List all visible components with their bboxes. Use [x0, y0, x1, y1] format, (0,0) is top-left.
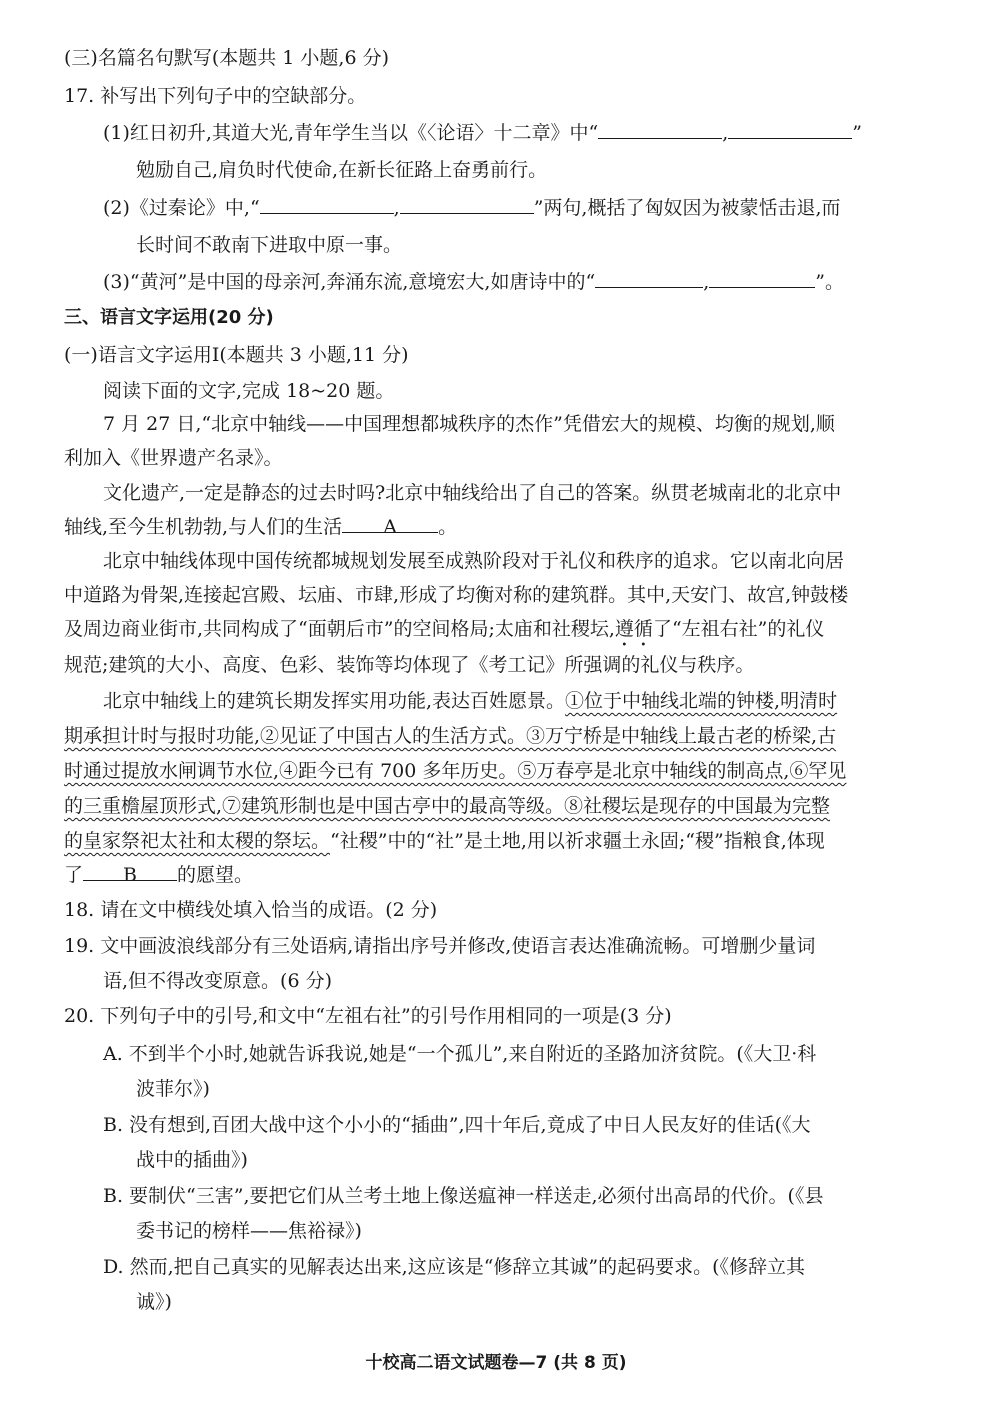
- blank-b[interactable]: B: [83, 860, 177, 881]
- q17-2-blank-1[interactable]: [260, 193, 394, 214]
- passage-p4-line3: 时通过提放水闸调节水位,④距今已有 700 多年历史。⑤万春亭是北京中轴线的制高点,⑥罕见: [64, 760, 847, 782]
- question-19-line2: 语,但不得改变原意。(6 分): [103, 970, 332, 992]
- q17-1-text: (1)红日初升,其道大光,青年学生当以《〈论语〉十二章》中“: [103, 122, 599, 144]
- option-a-cont: 波菲尔》): [136, 1078, 210, 1100]
- passage-p4-line5: 的皇家祭祀太社和太稷的祭坛。“社稷”中的“社”是土地,用以祈求疆土永固;“稷”指粮食,体现: [64, 830, 825, 852]
- passage-p4-line2: 期承担计时与报时功能,②见证了中国古人的生活方式。③万宁桥是中轴线上最古老的桥梁,古: [64, 725, 837, 747]
- passage-p1-line1: 7 月 27 日,“北京中轴线——中国理想都城秩序的杰作”凭借宏大的规模、均衡的规划,顺: [103, 413, 835, 435]
- q17-1-blank-1[interactable]: [598, 118, 722, 139]
- question-17-part-3: (3)“黄河”是中国的母亲河,奔涌东流,意境宏大,如唐诗中的“ , ”。: [103, 267, 844, 297]
- question-20: 20. 下列句子中的引号,和文中“左祖右社”的引号作用相同的一项是(3 分): [64, 1005, 672, 1027]
- option-d[interactable]: D. 然而,把自己真实的见解表达出来,这应该是“修辞立其诚”的起码要求。(《修辞立其: [103, 1256, 806, 1278]
- question-19-line1: 19. 文中画波浪线部分有三处语病,请指出序号并修改,使语言表达准确流畅。可增删少量词: [64, 935, 816, 957]
- section-title-memorization: (三)名篇名句默写(本题共 1 小题,6 分): [64, 47, 389, 69]
- part-3-title: 三、语言文字运用(20 分): [64, 307, 274, 328]
- option-c[interactable]: B. 要制伏“三害”,要把它们从兰考土地上像送瘟神一样送走,必须付出高昂的代价。(《县: [103, 1185, 824, 1207]
- option-c-cont: 委书记的榜样——焦裕禄》): [136, 1220, 362, 1242]
- passage-p4-line1: 北京中轴线上的建筑长期发挥实用功能,表达百姓愿景。①位于中轴线北端的钟楼,明清时: [103, 690, 838, 712]
- emphasized-word: 遵循: [614, 618, 653, 640]
- option-a[interactable]: A. 不到半个小时,她就告诉我说,她是“一个孤儿”,来自附近的圣路加济贫院。(《大卫·科: [103, 1043, 817, 1065]
- wavy-underlined-text: ①位于中轴线北端的钟楼,明清时: [565, 690, 838, 712]
- passage-p2-line1: 文化遗产,一定是静态的过去时吗?北京中轴线给出了自己的答案。纵贯老城南北的北京中: [103, 482, 842, 504]
- q17-3-blank-1[interactable]: [595, 267, 703, 288]
- passage-p3-line4: 规范;建筑的大小、高度、色彩、装饰等均体现了《考工记》所强调的礼仪与秩序。: [64, 654, 755, 676]
- page-footer: 十校高二语文试题卷—7 (共 8 页): [365, 1353, 627, 1373]
- q17-1-blank-2[interactable]: [728, 118, 852, 139]
- option-d-cont: 诚》): [136, 1291, 172, 1313]
- question-17-part-1: (1)红日初升,其道大光,青年学生当以《〈论语〉十二章》中“ , ”: [103, 118, 862, 148]
- passage-p3-line3: 及周边商业街市,共同构成了“面朝后市”的空间格局;太庙和社稷坛,遵循了“左祖右社”的礼仪: [64, 618, 825, 640]
- question-17-part-1-cont: 勉励自己,肩负时代使命,在新长征路上奋勇前行。: [136, 159, 548, 181]
- passage-p4-line6: 了 B 的愿望。: [64, 860, 253, 890]
- option-b[interactable]: B. 没有想到,百团大战中这个小小的“插曲”,四十年后,竟成了中日人民友好的佳话(《大: [103, 1114, 811, 1136]
- option-b-cont: 战中的插曲》): [136, 1149, 248, 1171]
- question-18: 18. 请在文中横线处填入恰当的成语。(2 分): [64, 899, 438, 921]
- passage-p1-line2: 利加入《世界遗产名录》。: [64, 447, 283, 469]
- passage-p3-line2: 中道路为骨架,连接起宫殿、坛庙、市肆,形成了均衡对称的建筑群。其中,天安门、故宫,钟鼓楼: [64, 584, 849, 606]
- subsection-title-language-use-1: (一)语言文字运用Ⅰ(本题共 3 小题,11 分): [64, 344, 409, 366]
- blank-a[interactable]: A: [342, 512, 438, 533]
- question-17-part-2: (2)《过秦论》中,“ , ”两句,概括了匈奴因为被蒙恬击退,而: [103, 193, 841, 223]
- question-17-stem: 17. 补写出下列句子中的空缺部分。: [64, 85, 367, 107]
- question-17-part-2-cont: 长时间不敢南下进取中原一事。: [136, 234, 403, 256]
- passage-p4-line4: 的三重檐屋顶形式,⑦建筑形制也是中国古亭中的最高等级。⑧社稷坛是现存的中国最为完整: [64, 795, 831, 817]
- passage-p2-line2: 轴线,至今生机勃勃,与人们的生活 A 。: [64, 512, 457, 542]
- passage-p3-line1: 北京中轴线体现中国传统都城规划发展至成熟阶段对于礼仪和秩序的追求。它以南北向居: [103, 550, 845, 572]
- reading-instruction: 阅读下面的文字,完成 18~20 题。: [103, 380, 395, 402]
- q17-2-blank-2[interactable]: [400, 193, 534, 214]
- q17-3-blank-2[interactable]: [709, 267, 815, 288]
